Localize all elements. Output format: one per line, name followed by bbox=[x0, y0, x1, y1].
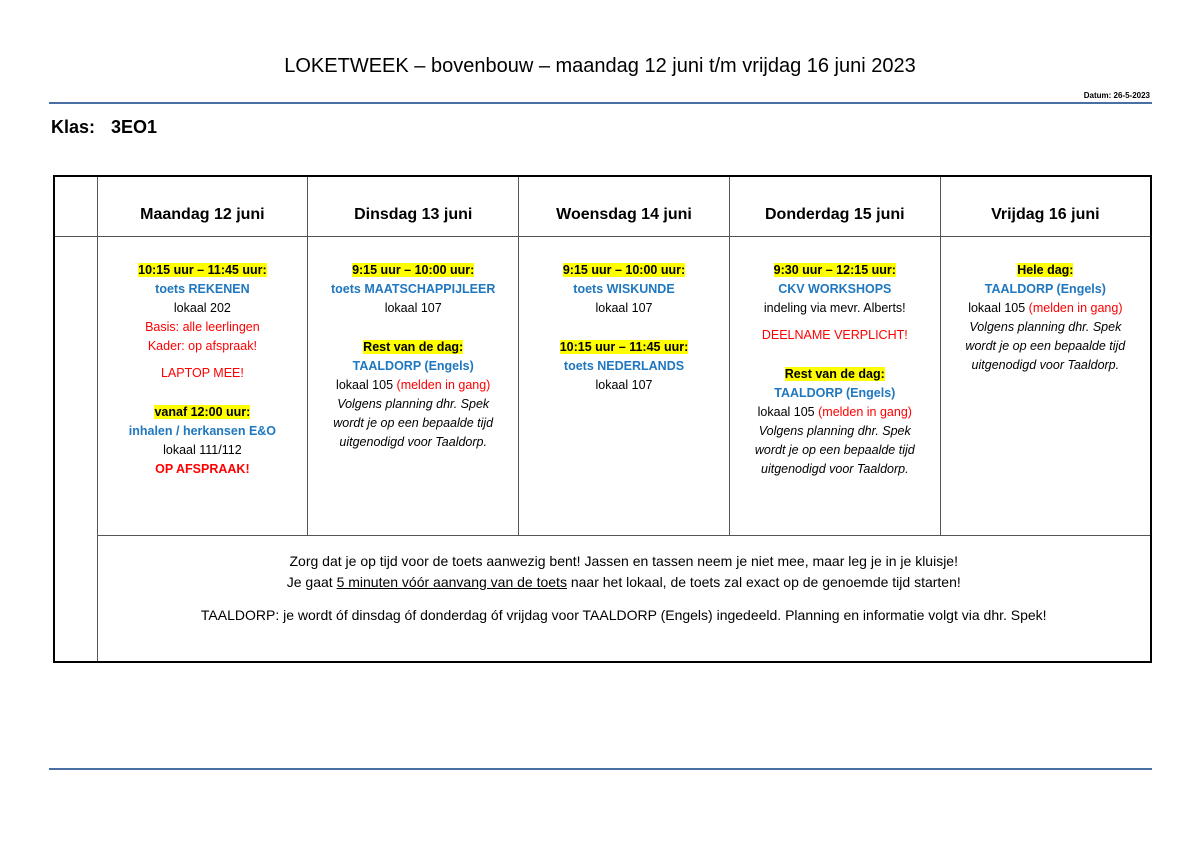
room: lokaal 111/112 bbox=[163, 442, 242, 457]
header-divider bbox=[49, 102, 1152, 104]
footer-divider bbox=[49, 768, 1152, 770]
planning-line: wordt je op een bepaalde tijd bbox=[754, 442, 915, 457]
time-slot: 9:15 uur – 10:00 uur: bbox=[562, 262, 686, 277]
room: lokaal 107 bbox=[384, 300, 442, 315]
day-header-maandag: Maandag 12 juni bbox=[97, 176, 308, 236]
note-basis: Basis: alle leerlingen bbox=[145, 319, 260, 334]
planning-line: wordt je op een bepaalde tijd bbox=[965, 338, 1126, 353]
note-line-2-underlined: 5 minuten vóór aanvang van de toets bbox=[336, 573, 567, 590]
day-header-woensdag: Woensdag 14 juni bbox=[519, 176, 730, 236]
time-slot: Rest van de dag: bbox=[784, 366, 885, 381]
day-header-vrijdag: Vrijdag 16 juni bbox=[940, 176, 1151, 236]
note-line-2-pre: Je gaat bbox=[286, 573, 337, 590]
cell-vrijdag bbox=[940, 236, 1151, 535]
note-line-2-post: naar het lokaal, de toets zal exact op de genoemde tijd starten! bbox=[566, 573, 961, 590]
date-stamp: Datum: 26-5-2023 bbox=[1083, 91, 1150, 100]
day-header-donderdag: Donderdag 15 juni bbox=[729, 176, 940, 236]
subject: toets MAATSCHAPPIJLEER bbox=[331, 281, 496, 296]
time-slot: 9:15 uur – 10:00 uur: bbox=[352, 262, 475, 277]
notes-row bbox=[54, 535, 1151, 662]
planning-line: uitgenodigd voor Taaldorp. bbox=[971, 357, 1120, 372]
corner-cell bbox=[54, 176, 97, 236]
cell-dinsdag bbox=[308, 236, 519, 535]
subject: toets REKENEN bbox=[155, 281, 250, 296]
note-kader: Kader: op afspraak! bbox=[147, 338, 257, 353]
notes-cell bbox=[97, 535, 1151, 662]
time-slot: Rest van de dag: bbox=[363, 339, 464, 354]
subject: TAALDORP (Engels) bbox=[774, 385, 896, 400]
room: lokaal 107 bbox=[595, 300, 653, 315]
note-line-1: Zorg dat je op tijd voor de toets aanwezig bent! Jassen en tassen neem je niet mee, maar leg je in je kluisje! bbox=[289, 552, 958, 569]
row-label-cell bbox=[54, 236, 97, 662]
subject: toets NEDERLANDS bbox=[563, 358, 685, 373]
room: lokaal 105 bbox=[336, 377, 394, 392]
cell-woensdag bbox=[519, 236, 730, 535]
cell-donderdag bbox=[729, 236, 940, 535]
planning-line: wordt je op een bepaalde tijd bbox=[333, 415, 494, 430]
note-melden: (melden in gang) bbox=[818, 404, 912, 419]
planning-line: Volgens planning dhr. Spek bbox=[969, 319, 1122, 334]
room: lokaal 105 bbox=[968, 300, 1026, 315]
note-afspraak: OP AFSPRAAK! bbox=[155, 461, 250, 476]
day-header-row bbox=[54, 176, 1151, 236]
time-slot: Hele dag: bbox=[1017, 262, 1074, 277]
planning-line: Volgens planning dhr. Spek bbox=[758, 423, 911, 438]
time-slot: 10:15 uur – 11:45 uur: bbox=[138, 262, 267, 277]
note-verplicht: DEELNAME VERPLICHT! bbox=[761, 327, 908, 342]
subject: TAALDORP (Engels) bbox=[352, 358, 474, 373]
room: lokaal 202 bbox=[173, 300, 231, 315]
planning-line: Volgens planning dhr. Spek bbox=[337, 396, 490, 411]
day-header-dinsdag: Dinsdag 13 juni bbox=[308, 176, 519, 236]
subject: inhalen / herkansen E&O bbox=[128, 423, 277, 438]
subject: CKV WORKSHOPS bbox=[778, 281, 892, 296]
note-laptop: LAPTOP MEE! bbox=[160, 365, 244, 380]
room: lokaal 105 bbox=[757, 404, 815, 419]
time-slot: 10:15 uur – 11:45 uur: bbox=[559, 339, 689, 354]
class-heading bbox=[51, 117, 157, 138]
subject: toets WISKUNDE bbox=[573, 281, 675, 296]
class-value: 3EO1 bbox=[111, 117, 158, 137]
planning-line: uitgenodigd voor Taaldorp. bbox=[339, 434, 487, 449]
room: lokaal 107 bbox=[595, 377, 653, 392]
schedule-table bbox=[53, 175, 1152, 663]
cell-maandag bbox=[97, 236, 308, 535]
note-indeling: indeling via mevr. Alberts! bbox=[763, 300, 906, 315]
class-label: Klas: bbox=[51, 117, 96, 137]
note-melden: (melden in gang) bbox=[396, 377, 491, 392]
planning-line: uitgenodigd voor Taaldorp. bbox=[761, 461, 909, 476]
note-melden: (melden in gang) bbox=[1028, 300, 1123, 315]
time-slot: 9:30 uur – 12:15 uur: bbox=[773, 262, 896, 277]
note-line-2 bbox=[98, 572, 1151, 593]
subject: TAALDORP (Engels) bbox=[984, 281, 1106, 296]
time-slot: vanaf 12:00 uur: bbox=[154, 404, 251, 419]
note-line-3: TAALDORP: je wordt óf dinsdag óf donderdag óf vrijdag voor TAALDORP (Engels) ingedeeld. Planning en informatie volgt via dhr. Spek! bbox=[200, 606, 1047, 623]
schedule-row bbox=[54, 236, 1151, 535]
page-title: LOKETWEEK – bovenbouw – maandag 12 juni t/m vrijdag 16 juni 2023 bbox=[284, 55, 916, 77]
